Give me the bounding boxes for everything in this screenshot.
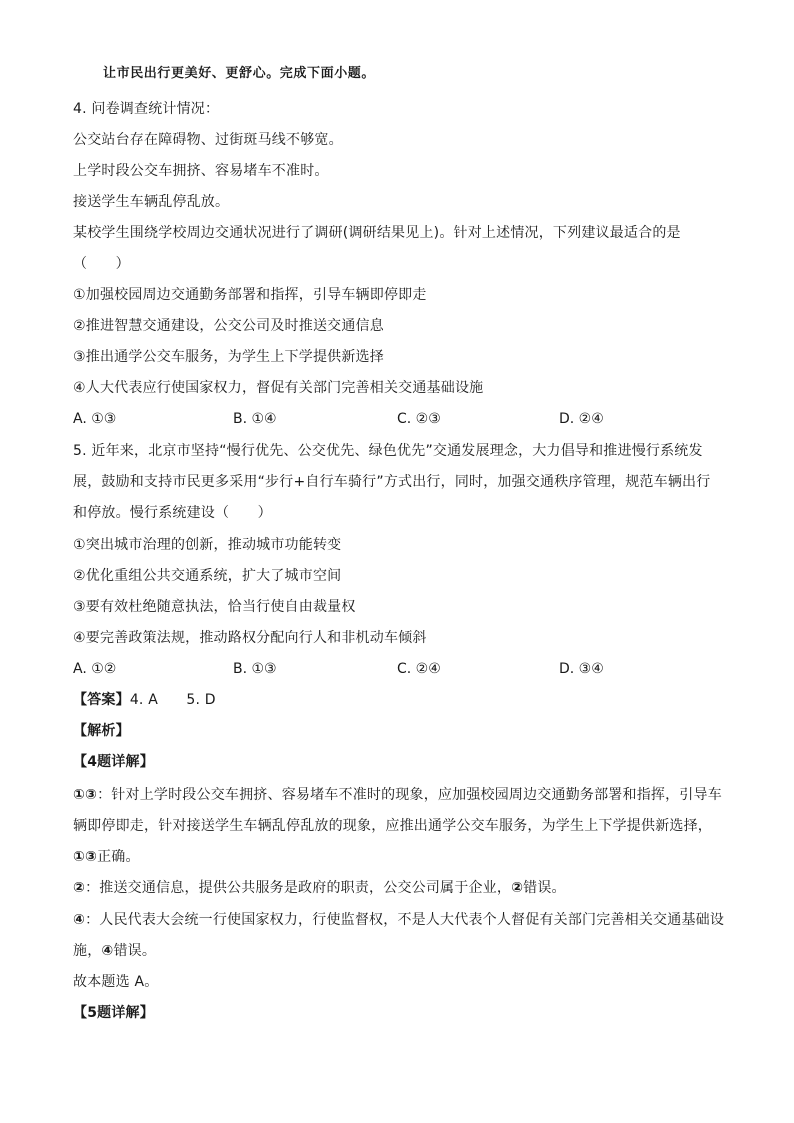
- q5-stem-1: 5. 近年来，北京市坚持“慢行优先、公交优先、绿色优先”交通发展理念，大力倡导和推进慢行系统发: [73, 443, 703, 459]
- q4-survey-3: 接送学生车辆乱停乱放。: [73, 194, 230, 210]
- detail4-p1-end: 正确。: [97, 849, 140, 865]
- q5-choice-d[interactable]: D. ③④: [559, 661, 604, 677]
- q4-choice-c[interactable]: C. ②③: [397, 411, 441, 427]
- q4-item-4: ④人大代表应行使国家权力，督促有关部门完善相关交通基础设施: [73, 380, 484, 396]
- q4-item-1: ①加强校园周边交通勤务部署和指挥，引导车辆即停即走: [73, 287, 427, 303]
- q4-item-3: ③推出通学公交车服务，为学生上下学提供新选择: [73, 349, 384, 365]
- q4-survey-2: 上学时段公交车拥挤、容易堵车不准时。: [73, 163, 329, 179]
- detail4-p2-tag2: ②: [511, 880, 524, 896]
- detail4-p1-tag: ①③: [73, 787, 98, 803]
- detail4-p1-line2: 辆即停即走，针对接送学生车辆乱停乱放的现象，应推出通学公交车服务，为学生上下学提供新选择，: [73, 818, 712, 834]
- detail4-p3-end: 错误。: [113, 943, 157, 959]
- q5-stem-2: 展，鼓励和支持市民更多采用“步行+自行车骑行”方式出行，同时，加强交通秩序管理，规范车辆出行: [73, 474, 711, 490]
- detail4-p1-text1: ：针对上学时段公交车拥挤、容易堵车不准时的现象，应加强校园周边交通勤务部署和指挥，引导车: [97, 787, 722, 803]
- detail4-p2-text: ：推送交通信息，提供公共服务是政府的职责，公交公司属于企业，: [85, 880, 512, 896]
- answer-line: [73, 690, 216, 710]
- intro-text: 让市民出行更美好、更舒心。完成下面小题。: [103, 66, 376, 81]
- q4-prompt: 某校学生围绕学校周边交通状况进行了调研(调研结果见上)。针对上述情况，下列建议最适合的是: [73, 225, 681, 241]
- detail4-p3-pre: 施，: [73, 943, 102, 959]
- q5-item-2: ②优化重组公共交通系统，扩大了城市空间: [73, 568, 342, 584]
- detail4-p3-tag: ④: [73, 912, 86, 928]
- q4-choice-d[interactable]: D. ②④: [559, 411, 604, 427]
- detail5-title: 【5题详解】: [73, 1005, 154, 1021]
- detail4-conclusion: 故本题选 A。: [73, 974, 159, 990]
- q5-item-1: ①突出城市治理的创新，推动城市功能转变: [73, 537, 342, 553]
- q4-blank: （ ）: [73, 256, 130, 272]
- q4-choice-a[interactable]: A. ①③: [73, 411, 117, 427]
- q4-choices: [0, 409, 794, 429]
- detail4-p3-line1: [73, 910, 724, 930]
- answer-text: 4. A 5. D: [129, 692, 216, 708]
- q4-stem: 4. 问卷调查统计情况：: [73, 101, 220, 117]
- detail4-p3-text1: ：人民代表大会统一行使国家权力，行使监督权，不是人大代表个人督促有关部门完善相关交通基础设: [85, 912, 725, 928]
- q5-choice-a[interactable]: A. ①②: [73, 661, 117, 677]
- detail4-p2: [73, 878, 566, 898]
- detail4-p1-line1: [73, 785, 722, 805]
- q5-choice-c[interactable]: C. ②④: [397, 661, 441, 677]
- q5-item-3: ③要有效杜绝随意执法，恰当行使自由裁量权: [73, 599, 356, 615]
- q4-choice-b[interactable]: B. ①④: [233, 411, 277, 427]
- detail4-p1-end-tag: ①③: [73, 849, 98, 865]
- q5-choices: [0, 659, 794, 679]
- detail4-p3-tag2: ④: [101, 943, 114, 959]
- detail4-p1-line3: [73, 847, 140, 867]
- detail4-title: 【4题详解】: [73, 754, 154, 770]
- q5-item-4: ④要完善政策法规，推动路权分配向行人和非机动车倾斜: [73, 630, 427, 646]
- answer-label: 【答案】: [73, 692, 130, 708]
- q5-stem-3: 和停放。慢行系统建设（ ）: [73, 505, 272, 521]
- q5-choice-b[interactable]: B. ①③: [233, 661, 277, 677]
- detail4-p3-line2: [73, 941, 156, 961]
- detail4-p2-end: 错误。: [523, 880, 566, 896]
- q4-item-2: ②推进智慧交通建设，公交公司及时推送交通信息: [73, 318, 384, 334]
- detail4-p2-tag: ②: [73, 880, 86, 896]
- q4-survey-1: 公交站台存在障碍物、过街斑马线不够宽。: [73, 132, 343, 148]
- analysis-label: 【解析】: [73, 723, 130, 739]
